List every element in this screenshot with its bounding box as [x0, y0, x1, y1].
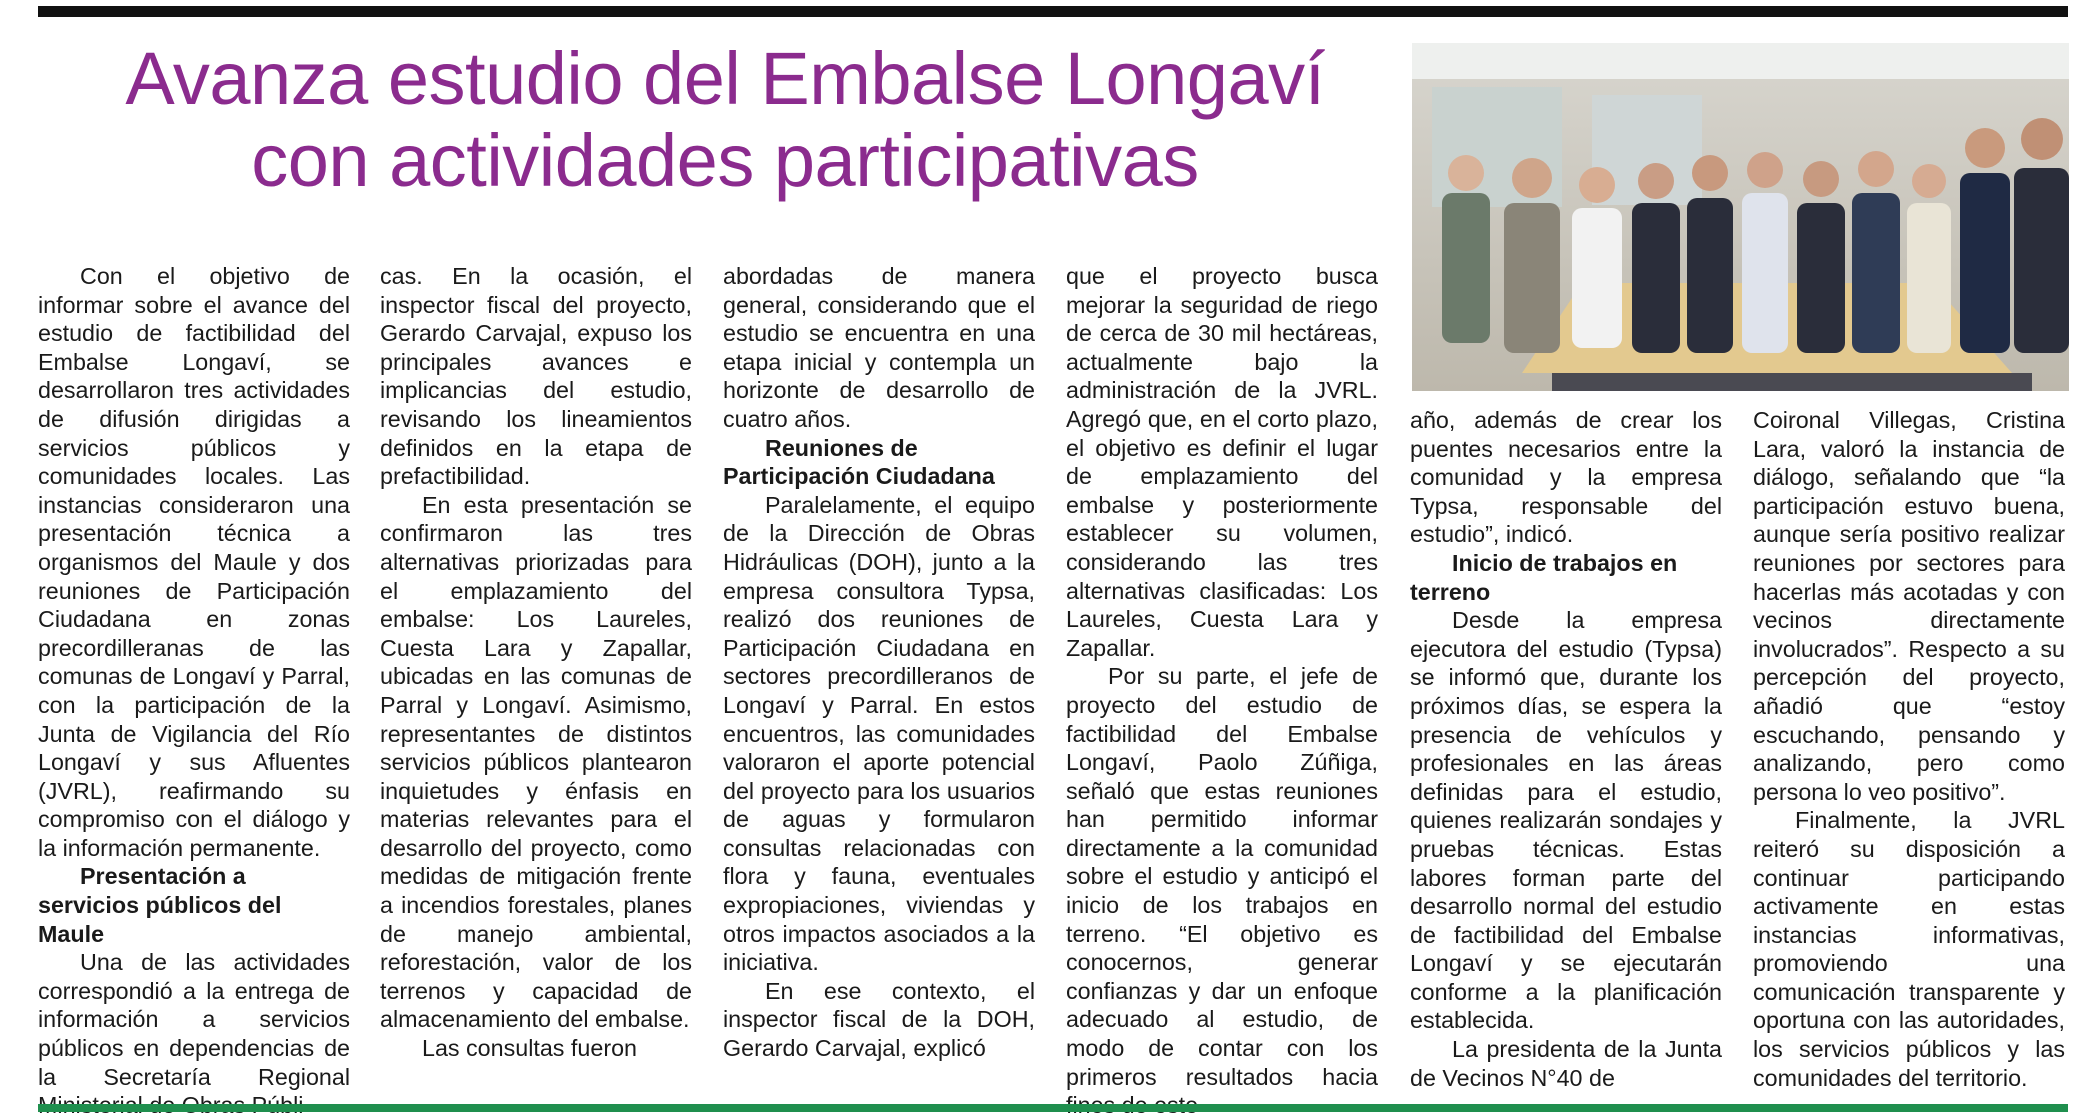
article-column-3 [723, 262, 1035, 1063]
article-column-4 [1066, 262, 1378, 1120]
headline-line-1: Avanza estudio del Embalse Longaví [125, 37, 1325, 120]
paragraph: Desde la empresa ejecutora del estudio (Typsa) se informó que, durante los próximos días, se espera la presencia de vehículos y profesionales en las áreas definidas para el estudio, quienes realizarán sondajes y pruebas técnicas. Estas labores forman parte del desarrollo normal del estudio de factibilidad del Embalse Longaví y se ejecutarán conforme a la planificación establecida. [1410, 607, 1722, 1034]
paragraph: Finalmente, la JVRL reiteró su disposición a continuar participando activamente en estas instancias informativas, promoviendo una comunicación transparente y oportuna con las autoridades, los servicios públicos y las comunidades del territorio. [1753, 807, 2065, 1091]
article-column-6 [1753, 406, 2065, 1092]
paragraph: Paralelamente, el equipo de la Dirección de Obras Hidráulicas (DOH), junto a la empresa consultora Typsa, realizó dos reuniones de Participación Ciudadana en sectores precordilleranos de Longaví y Parral. En estos encuentros, las comunidades valoraron el aporte potencial del proyecto para los usuarios de aguas y formularon consultas relacionadas con flora y fauna, eventuales expropiaciones, viviendas y otros impactos asociados a la iniciativa. [723, 491, 1035, 976]
paragraph: Las consultas fueron [422, 1035, 637, 1062]
paragraph: Coironal Villegas, Cristina Lara, valoró la instancia de diálogo, señalando que “la participación estuvo buena, aunque sería positivo realizar reuniones por sectores para hacerlas más acotadas y con vecinos directamente involucrados”. Respecto a su percepción del proyecto, añadió que “estoy escuchando, pensando y analizando, pero como persona lo veo positivo”. [1753, 407, 2065, 805]
group-photo [1412, 43, 2069, 391]
paragraph: En esta presentación se confirmaron las tres alternativas priorizadas para el emplazamiento del embalse: Los Laureles, Cuesta Lara y Zapallar, ubicadas en las comunas de Parral y Longaví. Asimismo, representantes de distintos servicios públicos plantearon inquietudes y énfasis en materias relevantes para el desarrollo del proyecto, como medidas de mitigación frente a incendios forestales, planes de manejo ambiental, reforestación, valor de los terrenos y capacidad de almacenamiento del embalse. [380, 491, 692, 1033]
article-column-2 [380, 262, 692, 1063]
headline-line-2: con actividades participativas [251, 119, 1199, 202]
paragraph: que el proyecto busca mejorar la seguridad de riego de cerca de 30 mil hectáreas, actualmente bajo la administración de la JVRL. Agregó que, en el corto plazo, el objetivo es definir el lugar de emplazamiento del embalse y posteriormente establecer su volumen, considerando las tres alternativas clasificadas: Los Laureles, Cuesta Lara y Zapallar. [1066, 263, 1378, 661]
paragraph: La presidenta de la Junta de Vecinos N°40 de [1410, 1036, 1722, 1091]
article-column-1 [38, 262, 350, 1120]
top-rule [38, 6, 2068, 17]
paragraph: Por su parte, el jefe de proyecto del estudio de factibilidad del Embalse Longaví, Paolo Zúñiga, señaló que estas reuniones han permitido informar directamente a la comunidad sobre el estudio y anticipó el inicio de los trabajos en terreno. “El objetivo es conocernos, generar confianzas y dar un enfoque adecuado al estudio, de modo de contar con los primeros resultados hacia [1066, 663, 1378, 1090]
bottom-rule [38, 1104, 2068, 1112]
paragraph: cas. En la ocasión, el inspector fiscal del proyecto, Gerardo Carvajal, expuso los principales avances e implicancias del estudio, revisando los lineamientos definidos en la etapa de prefactibilidad. [380, 263, 692, 490]
article-column-5 [1410, 406, 1722, 1092]
subheading-presentacion: Presentación a servicios públicos del Maule [38, 863, 282, 947]
paragraph: En ese contexto, el inspector fiscal de la DOH, Gerardo Carvajal, explicó [723, 977, 1035, 1062]
paragraph: año, además de crear los puentes necesarios entre la comunidad y la empresa Typsa, responsable del estudio”, indicó. [1410, 407, 1722, 548]
headline [40, 38, 1410, 202]
paragraph: abordadas de manera general, considerando que el estudio se encuentra en una etapa inicial y contempla un horizonte de desarrollo de cuatro años. [723, 263, 1035, 432]
paragraph: Una de las actividades correspondió a la entrega de información a servicios públicos en dependencias de la Secretaría Regional [38, 949, 350, 1090]
subheading-reuniones: Reuniones de Participación Ciudadana [723, 434, 995, 490]
subheading-inicio-trabajos: Inicio de trabajos en terreno [1410, 549, 1678, 605]
paragraph: Con el objetivo de informar sobre el avance del estudio de factibilidad del Embalse Longaví, se desarrollaron tres actividades de difusión dirigidas a servicios públicos y comunidades locales. Las instancias consideraron una presentación técnica a organismos del Maule y dos reuniones de Participación Ciudadana en zonas precordilleranas de las comunas de Longaví y Parral, con la participación de la Junta de Vigilancia del Río Longaví y sus Afluentes (JVRL), reafirmando su compromiso con el diálogo y la información permanente. [38, 263, 350, 861]
group-photo-illustration [1412, 43, 2069, 391]
